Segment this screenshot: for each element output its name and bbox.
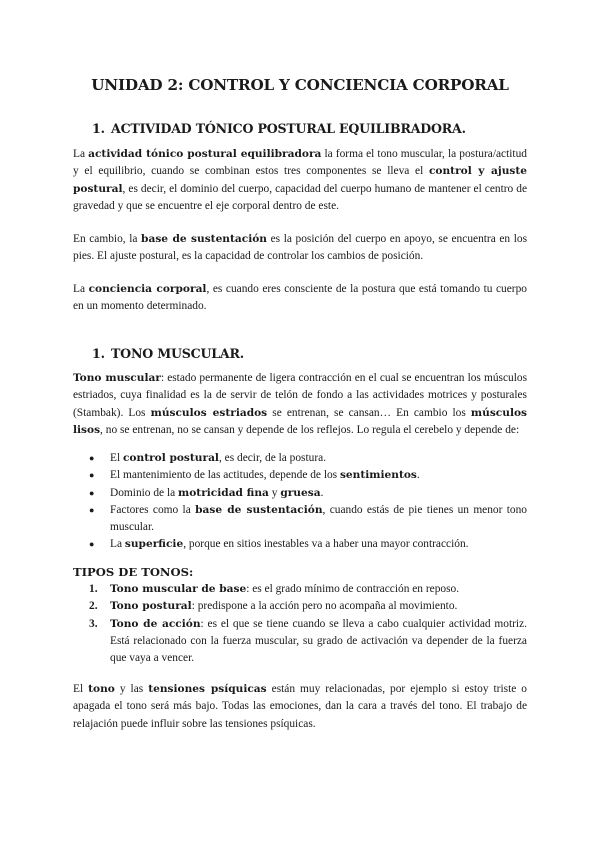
bold-term: Tono muscular de base [110,583,247,595]
bullet-icon: ● [89,487,95,498]
bold-term: Tono postural [110,600,192,613]
bold-term: base de sustentación [195,503,323,516]
list-number: 1. [89,583,98,595]
bullet-icon: ● [89,504,95,515]
paragraph-tono-muscular [73,370,527,439]
list-item: 1. Tono muscular de base: es el grado mínimo de contracción en reposo. [73,581,527,598]
bold-term: Tono muscular [73,372,161,384]
subheading-tipos-de-tonos: TIPOS DE TONOS: [73,565,194,579]
text-run: En cambio, la [73,233,142,245]
text-run: la forma el tono muscular, la postura/actitud y el equilibrio, cuando se combinan estos tres componentes se lleva el [73,148,527,178]
section-heading-tono [92,346,244,361]
text-run: , es decir, el dominio del cuerpo, capacidad del cuerpo humano de mantener el centro de gravedad y que se encuentre el eje corporal dentro de este. [73,182,527,212]
section-heading-actividad [92,121,466,136]
section-number: 1. [92,121,105,136]
bullet-icon: ● [89,470,95,481]
bold-term: superficie [124,538,184,551]
bold-term: sentimientos [339,469,417,482]
bold-term: tensiones psíquicas [148,683,267,695]
bold-term: actividad tónico postural equilibradora [88,148,322,160]
bold-term: base de sustentación [141,233,268,245]
bold-term: control postural [122,452,219,464]
list-item: ● La superficie, porque en sitios inestables va a haber una mayor contracción. [73,536,527,553]
list-item: ● El mantenimiento de las actitudes, depende de los sentimientos. [73,467,527,484]
text-run: , es cuando eres consciente de la postura que está tomando tu cuerpo en un momento determinado. [73,283,527,313]
text-run: , no se entrenan, no se cansan y depende de los reflejos. Lo regula el cerebelo y depende de: [100,423,520,436]
bold-term: gruesa [280,486,321,499]
bold-term: músculos lisos [73,406,528,436]
list-item: 3. Tono de acción: es el que se tiene cuando se lleva a cabo cualquier actividad motriz. Está relacionado con la fuerza muscular, su grado de activación va depender de la fuerza que vaya a vencer. [89,617,527,665]
list-number: 2. [89,600,98,613]
paragraph-conciencia-corporal [73,281,527,316]
bullet-icon: ● [89,453,95,463]
text-run: se entrenan, se cansan… En cambio los [267,406,471,419]
paragraph-actividad-tonico [73,146,527,215]
bold-term: conciencia corporal [88,283,207,295]
paragraph-tensiones-psiquicas: El tono y las tensiones psíquicas están muy relacionadas, por ejemplo si estoy triste o apagada el tono será más bajo. Todas las emociones, dan la cara a través del tono. El trabajo de relajación puede influir sobre las tensiones psíquicas. [73,683,527,730]
list-item: 2. Tono postural: predispone a la acción pero no acompaña al movimiento. [73,598,527,615]
list-item: ● Dominio de la motricidad fina y gruesa. [73,485,527,502]
bold-term: tono [88,683,115,695]
section-heading-text: ACTIVIDAD TÓNICO POSTURAL EQUILIBRADORA. [111,121,466,136]
bold-term: músculos estriados [150,406,268,419]
bold-term: motricidad fina [178,486,269,499]
text-run: La [73,148,89,160]
numbered-list [73,581,527,667]
bullet-icon: ● [89,539,95,550]
section-number: 1. [92,346,105,361]
section-heading-text: TONO MUSCULAR. [111,346,244,361]
list-item: ● Factores como la base de sustentación, cuando estás de pie tienes un menor tono muscular. [89,503,527,534]
text-run: : estado permanente de ligera contracción en el cual se encuentran los músculos estriados, cuya finalidad es la de servir de telón de fondo a las actividades motrices y posturales (Stambak). Los [73,372,527,419]
bold-term: Tono de acción [110,617,201,630]
paragraph-base-sustentacion [73,231,527,266]
page-title: UNIDAD 2: CONTROL Y CONCIENCIA CORPORAL [91,76,509,94]
text-run: La [73,283,89,295]
bold-term: control y ajuste postural [73,165,527,195]
bullet-list [73,450,527,554]
list-number: 3. [89,617,98,630]
list-item: ● El control postural, es decir, de la postura. [73,450,527,467]
text-run: es la posición del cuerpo en apoyo, se encuentra en los pies. El ajuste postural, es la capacidad de controlar los cambios de posición. [73,233,528,263]
